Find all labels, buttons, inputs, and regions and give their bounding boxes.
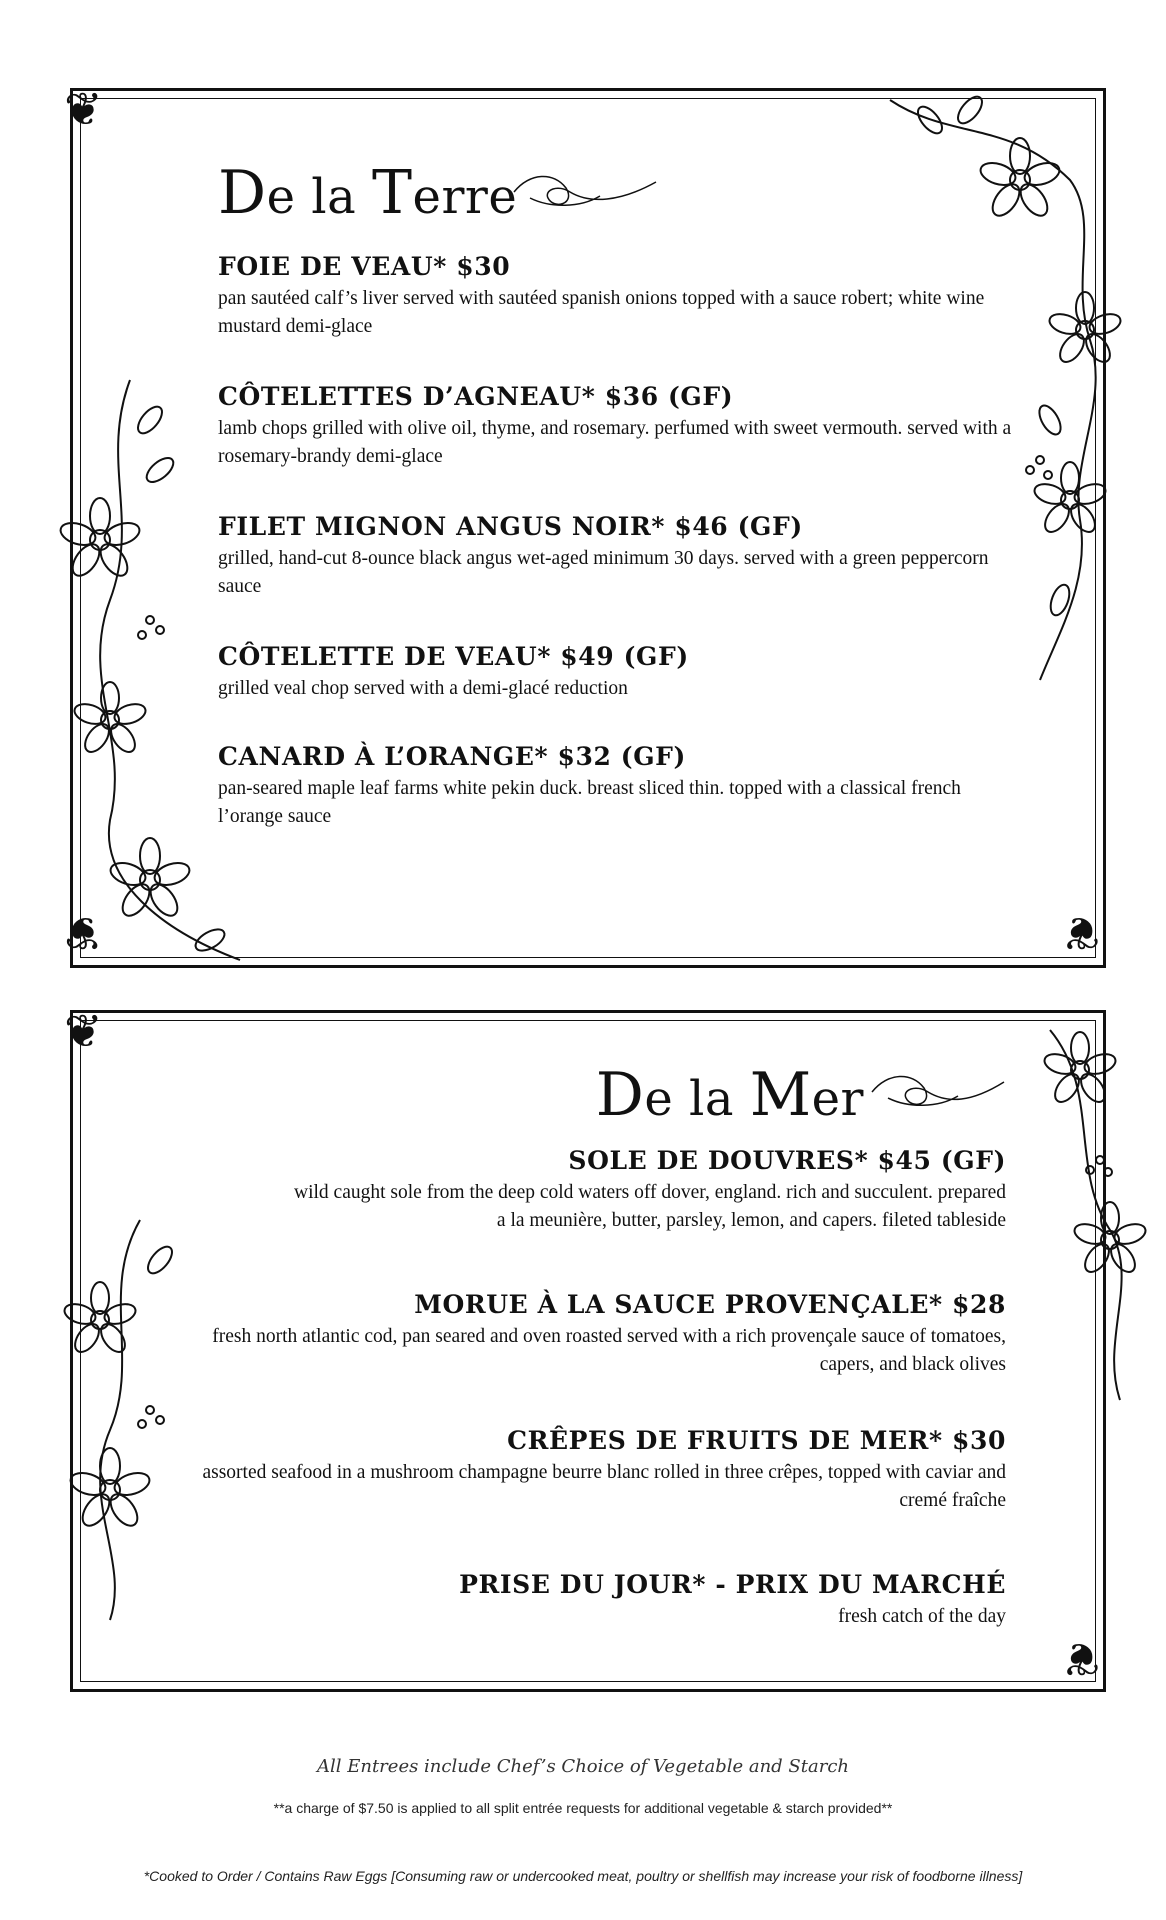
title-middle: e la (266, 169, 372, 225)
scroll-ornament-icon: ❦ (64, 1004, 103, 1058)
scroll-ornament-icon: ❦ (1062, 1632, 1101, 1686)
item-name: FILET MIGNON ANGUS NOIR* $46 (GF) (218, 512, 803, 541)
menu-item (166, 1426, 1006, 1515)
item-description: grilled veal chop served with a demi-glacé reduction (218, 678, 628, 699)
menu-item (218, 382, 1018, 471)
section-title-terre (218, 158, 517, 228)
menu-item (166, 1146, 1006, 1235)
item-description: pan-seared maple leaf farms white pekin duck. breast sliced thin. topped with a classical french l’orange sauce (218, 778, 961, 827)
title-initial: D (218, 158, 267, 228)
title-initial: D (595, 1060, 645, 1130)
item-name: CANARD À L’ORANGE* $32 (GF) (218, 742, 686, 771)
floral-garland-icon (870, 60, 1130, 700)
item-name: SOLE DE DOUVRES* $45 (GF) (568, 1146, 1006, 1175)
item-name: PRISE DU JOUR* - PRIX DU MARCHÉ (459, 1570, 1006, 1599)
title-flourish-icon (510, 168, 660, 216)
floral-garland-icon (40, 1210, 220, 1630)
menu-item (218, 642, 1018, 703)
item-description: grilled, hand-cut 8-ounce black angus wet-aged minimum 30 days. served with a green peppercorn sauce (218, 548, 989, 597)
scroll-ornament-icon: ❦ (64, 82, 103, 136)
menu-item (218, 742, 1018, 831)
title-initial: M (749, 1060, 812, 1130)
title-middle: e la (644, 1071, 750, 1127)
item-description: lamb chops grilled with olive oil, thyme, and rosemary. perfumed with sweet vermouth. served with a rosemary-brandy demi-glace (218, 418, 1012, 467)
menu-item (166, 1290, 1006, 1379)
menu-item (218, 252, 1018, 341)
item-description: fresh catch of the day (838, 1606, 1006, 1627)
title-flourish-icon (868, 1068, 1008, 1116)
item-name: CÔTELETTE DE VEAU* $49 (GF) (218, 642, 689, 671)
title-rest: erre (412, 169, 518, 225)
title-rest: er (811, 1071, 864, 1127)
item-name: CÔTELETTES D’AGNEAU* $36 (GF) (218, 382, 734, 411)
item-description: fresh north atlantic cod, pan seared and oven roasted served with a rich provençale sauce of tomatoes, capers, and black olives (212, 1326, 1006, 1375)
item-description: wild caught sole from the deep cold waters off dover, england. rich and succulent. prepared a la meunière, butter, parsley, lemon, and capers. fileted tableside (294, 1182, 1006, 1231)
scroll-ornament-icon: ❦ (1062, 906, 1101, 960)
footer-entrees-note: All Entrees include Chef’s Choice of Vegetable and Starch (316, 1756, 849, 1777)
item-name: MORUE À LA SAUCE PROVENÇALE* $28 (414, 1290, 1006, 1319)
menu-item (218, 512, 1018, 601)
item-description: pan sautéed calf’s liver served with sautéed spanish onions topped with a sauce robert; white wine mustard demi-glace (218, 288, 985, 337)
scroll-ornament-icon: ❦ (64, 906, 103, 960)
item-description: assorted seafood in a mushroom champagne beurre blanc rolled in three crêpes, topped with caviar and cremé fraîche (202, 1462, 1006, 1511)
title-initial: T (372, 158, 413, 228)
menu-item (166, 1570, 1006, 1631)
section-title-mer (596, 1060, 864, 1130)
footer-split-charge: **a charge of $7.50 is applied to all split entrée requests for additional vegetable & starch provided** (273, 1800, 893, 1816)
item-name: CRÊPES DE FRUITS DE MER* $30 (507, 1426, 1006, 1455)
item-name: FOIE DE VEAU* $30 (218, 252, 511, 281)
footer-raw-warning: *Cooked to Order / Contains Raw Eggs [Consuming raw or undercooked meat, poultry or shellfish may increase your risk of foodborne illness] (143, 1868, 1023, 1884)
floral-garland-icon (1010, 1010, 1160, 1410)
